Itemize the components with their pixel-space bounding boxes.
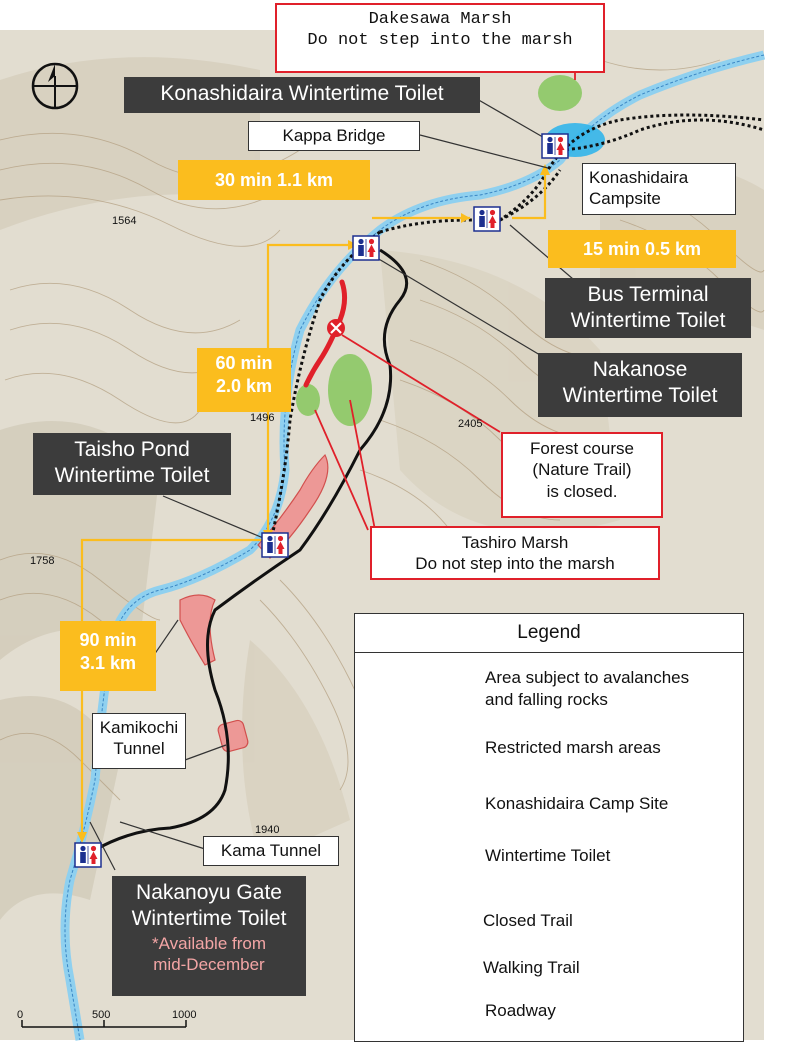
tashiro-warning: Do not step into the marsh [415, 554, 615, 574]
time-60-minutes: 60 min [215, 353, 273, 373]
scale-label-1000: 1000 [172, 1009, 197, 1021]
time-90-distance: 3.1 km [79, 652, 137, 673]
nakanoyu-toilet: Wintertime Toilet [131, 907, 287, 931]
tashiro-marsh-label [370, 526, 660, 580]
kama-tunnel-label: Kama Tunnel [203, 836, 339, 866]
time-distance-15min: 15 min 0.5 km [548, 230, 736, 268]
elevation-mark: 1940 [255, 824, 280, 836]
legend [354, 613, 744, 1042]
nakanoyu-note-1: *Available from [151, 933, 267, 953]
legend-title: Legend [355, 614, 743, 653]
north-arrow-icon [33, 64, 77, 108]
nakanose-toilet: Wintertime Toilet [562, 384, 718, 408]
forest-course-line2: (Nature Trail) [532, 460, 632, 480]
restroom-icon [542, 134, 568, 158]
restroom-icon [353, 236, 379, 260]
time-distance-60min [197, 348, 291, 412]
forest-course-closed-label [501, 432, 663, 518]
forest-course-line1: Forest course [530, 439, 634, 458]
konashidaira-campsite-label [582, 163, 736, 215]
restroom-icon [474, 207, 500, 231]
scale-label-500: 500 [92, 1009, 111, 1021]
elevation-mark: 1758 [30, 555, 55, 567]
taisho-name: Taisho Pond [74, 438, 190, 461]
bus-terminal-toilet-label [545, 278, 751, 338]
time-90-minutes: 90 min [79, 630, 137, 650]
taisho-toilet: Wintertime Toilet [54, 464, 210, 488]
elevation-mark: 1496 [250, 412, 275, 424]
campsite-name-1: Konashidaira [589, 168, 689, 187]
kamikochi-tunnel-1: Kamikochi [99, 718, 179, 737]
scale-label-0: 0 [17, 1009, 24, 1021]
forest-course-line3: is closed. [546, 481, 618, 501]
nakanose-toilet-label [538, 353, 742, 417]
legend-avalanche [485, 667, 689, 711]
legend-walking: Walking Trail [483, 958, 580, 977]
campsite-name-2: Campsite [589, 189, 661, 209]
nakanose-name: Nakanose [592, 358, 688, 381]
konashidaira-toilet-label: Konashidaira Wintertime Toilet [124, 77, 480, 113]
taisho-pond-toilet-label [33, 433, 231, 495]
kamikochi-tunnel-label [92, 713, 186, 769]
kappa-bridge-label: Kappa Bridge [248, 121, 420, 151]
dakesawa-title: Dakesawa Marsh [368, 10, 512, 29]
tashiro-title: Tashiro Marsh [461, 533, 569, 552]
x-mark-icon [327, 319, 345, 337]
dakesawa-warning: Do not step into the marsh [307, 31, 573, 51]
restroom-icon [75, 843, 101, 867]
legend-marsh: Restricted marsh areas [485, 738, 661, 757]
legend-avalanche-2: and falling rocks [485, 690, 608, 710]
legend-avalanche-1: Area subject to avalanches [485, 668, 690, 687]
time-60-distance: 2.0 km [215, 375, 273, 396]
elevation-mark: 2405 [458, 418, 483, 430]
time-distance-90min [60, 621, 156, 691]
legend-road: Roadway [485, 1001, 556, 1020]
nakanoyu-gate-toilet-label [112, 876, 306, 996]
bus-terminal-toilet: Wintertime Toilet [570, 309, 726, 333]
elevation-mark: 1564 [112, 215, 137, 227]
nakanoyu-name: Nakanoyu Gate [136, 881, 282, 904]
dakesawa-marsh-label [275, 3, 605, 73]
bus-terminal-name: Bus Terminal [587, 283, 709, 306]
legend-closed: Closed Trail [483, 911, 573, 930]
restroom-icon [262, 533, 288, 557]
nakanoyu-note-2: mid-December [153, 954, 265, 974]
legend-campsite: Konashidaira Camp Site [485, 794, 669, 813]
legend-toilet: Wintertime Toilet [485, 846, 611, 865]
kamikochi-tunnel-2: Tunnel [113, 739, 165, 759]
time-distance-30min: 30 min 1.1 km [178, 160, 370, 200]
